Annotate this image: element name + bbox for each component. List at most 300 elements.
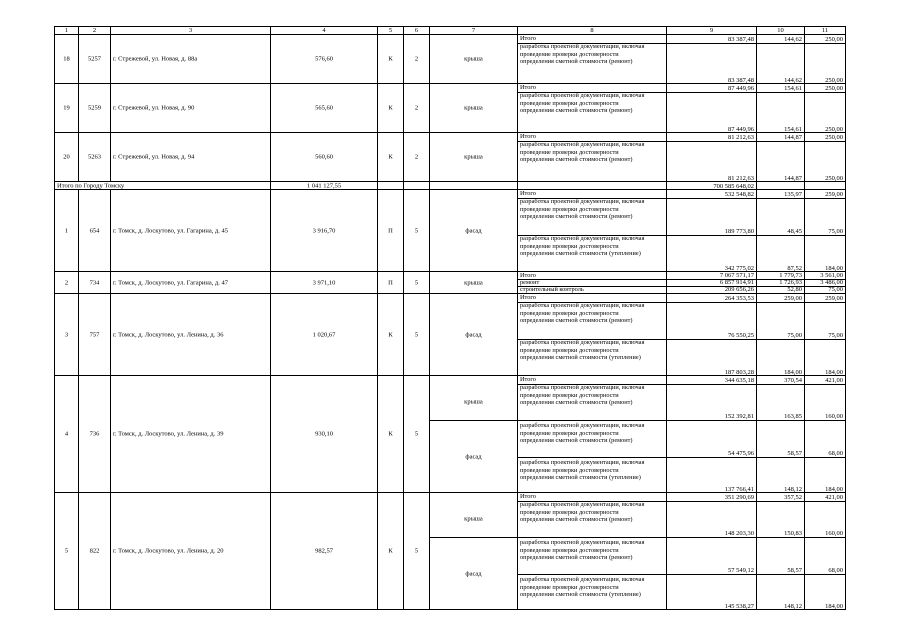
row-code-cell (78, 293, 110, 375)
description-line: проведение проверки достоверности (520, 546, 619, 554)
value: 76 550,25 (728, 332, 754, 339)
address-cell (110, 34, 270, 83)
floors: 2 (414, 104, 419, 112)
area-cell (270, 132, 377, 181)
value: 75,00 (787, 332, 802, 339)
cell-divider (757, 537, 804, 538)
stroy-label: строительный контроль (520, 286, 584, 293)
floors: 2 (414, 55, 419, 63)
value: 250,00 (825, 134, 843, 141)
row-number: 5 (64, 547, 69, 555)
total-sum: 700 585 648,02 (713, 183, 754, 190)
cell-divider (757, 384, 804, 385)
description-line: проведение проверки достоверности (520, 583, 619, 591)
cell-divider (805, 235, 845, 236)
cell-divider (805, 302, 845, 303)
value-cell (804, 189, 846, 271)
value: 184,00 (825, 603, 843, 610)
area-cell (270, 492, 377, 609)
header-label: 6 (414, 27, 419, 34)
cell-divider (805, 279, 845, 280)
floors-cell (403, 492, 429, 609)
cell-divider (757, 235, 804, 236)
work-type: крыша (464, 153, 483, 161)
value: 144,87 (784, 175, 802, 182)
area-cell (270, 189, 377, 271)
row-code: 822 (89, 547, 100, 555)
address-cell (110, 189, 270, 271)
table-row (54, 492, 846, 609)
value: 344 635,18 (724, 377, 754, 384)
value: 7 067 571,17 (719, 272, 754, 279)
floors: 2 (414, 153, 419, 161)
material-cell (377, 189, 403, 271)
description-line: определения сметной стоимости (утепление) (520, 250, 641, 258)
value: 184,00 (825, 369, 843, 376)
material-cell (377, 83, 403, 132)
material-cell (377, 271, 403, 293)
row-number-cell (54, 271, 78, 293)
value: 3 561,00 (820, 272, 843, 279)
total-row (54, 181, 846, 189)
cell-divider (805, 384, 845, 385)
description-line: разработка проектной документации, включая (520, 198, 645, 205)
cell-divider (518, 574, 666, 575)
address-cell (110, 132, 270, 181)
description-line: проведение проверки достоверности (520, 508, 619, 516)
cell-divider (667, 279, 756, 280)
table-row (54, 132, 846, 181)
row-code-cell (78, 189, 110, 271)
floors-cell (403, 132, 429, 181)
row-number-cell (54, 189, 78, 271)
row-number-cell (54, 492, 78, 609)
material: К (388, 430, 393, 438)
row-number: 4 (64, 430, 69, 438)
value: 250,00 (825, 175, 843, 182)
cell-divider (667, 457, 756, 458)
itogo-label: Итого (520, 493, 536, 500)
material-cell (377, 492, 403, 609)
value: 532 548,82 (724, 191, 754, 198)
value-cell (756, 34, 804, 83)
value-cell (666, 492, 756, 609)
table-header (54, 26, 846, 34)
cell-divider (757, 457, 804, 458)
address: г. Стрежевой, ул. Новая, д. 94 (113, 153, 195, 161)
description-cell (517, 375, 666, 492)
description-line: определения сметной стоимости (ремонт) (520, 554, 633, 562)
value: 163,85 (784, 413, 802, 420)
floors: 5 (414, 278, 419, 286)
total-area: 1 041 127,55 (306, 181, 342, 189)
value-cell (804, 132, 846, 181)
work-type: фасад (465, 330, 482, 338)
floors: 5 (414, 547, 419, 555)
material: П (388, 278, 393, 286)
table-row (54, 271, 846, 293)
work-type: фасад (465, 569, 482, 577)
material-cell (377, 293, 403, 375)
description-line: проведение проверки достоверности (520, 429, 619, 437)
table-row (54, 375, 846, 492)
description-line: определения сметной стоимости (ремонт) (520, 58, 633, 66)
area: 1 020,67 (312, 330, 336, 338)
value: 259,00 (825, 295, 843, 302)
header-cell (54, 26, 78, 34)
empty-cell (403, 181, 429, 189)
description-cell (517, 492, 666, 609)
header-label: 5 (388, 27, 393, 34)
total-label: Итого по Городу Томску (57, 181, 125, 189)
row-code-cell (78, 83, 110, 132)
material-cell (377, 375, 403, 492)
floors-cell (403, 34, 429, 83)
material: П (388, 226, 393, 234)
row-code-cell (78, 375, 110, 492)
cell-divider (757, 420, 804, 421)
cell-divider (667, 198, 756, 199)
header-cell (377, 26, 403, 34)
cell-divider (805, 501, 845, 502)
header-label: 2 (92, 27, 97, 34)
total-area-cell (270, 181, 377, 189)
value: 250,00 (825, 85, 843, 92)
row-number: 20 (63, 153, 70, 161)
value: 342 775,02 (724, 265, 754, 272)
area: 930,10 (315, 430, 333, 438)
row-code: 5263 (88, 153, 101, 161)
cell-divider (667, 286, 756, 287)
description-line: разработка проектной документации, включая (520, 43, 645, 50)
cell-divider (757, 501, 804, 502)
value: 81 212,63 (728, 175, 754, 182)
value-cell (666, 132, 756, 181)
row-number: 19 (63, 104, 70, 112)
area: 565,60 (315, 104, 333, 112)
header-cell (756, 26, 804, 34)
address: г. Томск, д. Лоскутово, ул. Ленина, д. 20 (113, 547, 224, 555)
empty-cell (804, 181, 846, 189)
area: 3 916,70 (312, 226, 336, 234)
header-cell (517, 26, 666, 34)
value: 87 449,96 (728, 85, 754, 92)
value: 1 779,73 (779, 272, 802, 279)
value: 3 486,00 (820, 279, 843, 286)
area-cell (270, 271, 377, 293)
value-cell (804, 492, 846, 609)
work-cell (429, 83, 517, 132)
table-row (54, 189, 846, 271)
value: 68,00 (828, 450, 843, 457)
cell-divider (757, 43, 804, 44)
cell-divider (805, 92, 845, 93)
row-code: 736 (89, 430, 100, 438)
cell-divider (667, 384, 756, 385)
value: 189 773,80 (724, 228, 754, 235)
value: 351 290,69 (724, 494, 754, 501)
header-cell (429, 26, 517, 34)
value: 370,54 (784, 377, 802, 384)
budget-table (54, 26, 846, 610)
address-cell (110, 293, 270, 375)
cell-divider (518, 537, 666, 538)
value: 357,52 (784, 494, 802, 501)
cell-divider (667, 339, 756, 340)
work-type: крыша (464, 55, 483, 63)
value-cell (666, 293, 756, 375)
cell-divider (757, 302, 804, 303)
value: 148,12 (784, 486, 802, 493)
address: г. Стрежевой, ул. Новая, д. 88а (113, 55, 198, 63)
row-code: 5257 (88, 55, 101, 63)
value: 87,52 (787, 265, 802, 272)
cell-divider (667, 537, 756, 538)
work-cell (429, 34, 517, 83)
value: 184,00 (784, 369, 802, 376)
itogo-label: Итого (520, 84, 536, 91)
empty-cell (377, 181, 403, 189)
description-cell (517, 293, 666, 375)
description-line: разработка проектной документации, включая (520, 302, 645, 309)
value: 81 212,63 (728, 134, 754, 141)
value-cell (756, 293, 804, 375)
floors: 5 (414, 226, 419, 234)
cell-divider (757, 286, 804, 287)
header-cell (110, 26, 270, 34)
value-cell (804, 34, 846, 83)
cell-divider (667, 420, 756, 421)
value: 58,57 (787, 567, 802, 574)
value: 148,12 (784, 603, 802, 610)
value: 184,00 (825, 265, 843, 272)
row-code-cell (78, 132, 110, 181)
value: 259,00 (825, 191, 843, 198)
description-line: определения сметной стоимости (ремонт) (520, 213, 633, 221)
material: К (388, 153, 393, 161)
value: 160,00 (825, 413, 843, 420)
empty-cell (517, 181, 666, 189)
description-line: проведение проверки достоверности (520, 242, 619, 250)
cell-divider (518, 420, 666, 421)
cell-divider (667, 574, 756, 575)
value-cell (756, 492, 804, 609)
description-line: проведение проверки достоверности (520, 466, 619, 474)
address-cell (110, 271, 270, 293)
cell-divider (757, 141, 804, 142)
value-cell (666, 375, 756, 492)
work-cell (429, 492, 517, 609)
itogo-label: Итого (520, 272, 536, 279)
value-cell (666, 34, 756, 83)
itogo-label: Итого (520, 133, 536, 140)
cell-divider (430, 537, 517, 538)
description-line: проведение проверки достоверности (520, 309, 619, 317)
value-cell (756, 271, 804, 293)
remont-label: ремонт (520, 279, 540, 286)
area-cell (270, 293, 377, 375)
row-number-cell (54, 83, 78, 132)
description-line: разработка проектной документации, включая (520, 459, 645, 466)
row-code: 757 (89, 330, 100, 338)
value-cell (804, 271, 846, 293)
cell-divider (757, 574, 804, 575)
header-cell (78, 26, 110, 34)
value: 421,00 (825, 377, 843, 384)
work-type: крыша (464, 515, 483, 523)
floors: 5 (414, 430, 419, 438)
description-line: разработка проектной документации, включая (520, 339, 645, 346)
value: 264 353,53 (724, 295, 754, 302)
value: 58,57 (787, 450, 802, 457)
address: г. Томск, д. Лоскутово, ул. Гагарина, д. 45 (113, 226, 229, 234)
work-cell (429, 132, 517, 181)
cell-divider (805, 286, 845, 287)
description-line: проведение проверки достоверности (520, 50, 619, 58)
area: 576,60 (315, 55, 333, 63)
cell-divider (805, 457, 845, 458)
description-cell (517, 189, 666, 271)
description-line: проведение проверки достоверности (520, 205, 619, 213)
description-line: проведение проверки достоверности (520, 148, 619, 156)
row-code-cell (78, 492, 110, 609)
cell-divider (667, 43, 756, 44)
material-cell (377, 34, 403, 83)
value: 6 857 914,91 (719, 279, 754, 286)
value-cell (756, 83, 804, 132)
table-bottom-border (54, 609, 846, 610)
value: 421,00 (825, 494, 843, 501)
description-line: определения сметной стоимости (ремонт) (520, 399, 633, 407)
total-label-cell (54, 181, 270, 189)
value: 250,00 (825, 77, 843, 84)
work-type: фасад (465, 452, 482, 460)
header-label: 3 (188, 27, 193, 34)
total-sum-cell (666, 181, 756, 189)
address: г. Томск, д. Лоскутово, ул. Ленина, д. 39 (113, 430, 224, 438)
cell-divider (430, 420, 517, 421)
value-cell (666, 271, 756, 293)
description-line: разработка проектной документации, включая (520, 422, 645, 429)
description-line: определения сметной стоимости (ремонт) (520, 516, 633, 524)
material: К (388, 55, 393, 63)
description-line: разработка проектной документации, включая (520, 141, 645, 148)
itogo-label: Итого (520, 294, 536, 301)
description-line: определения сметной стоимости (утепление) (520, 591, 641, 599)
work-cell (429, 293, 517, 375)
description-line: определения сметной стоимости (ремонт) (520, 107, 633, 115)
value: 148 203,30 (724, 530, 754, 537)
value-cell (666, 83, 756, 132)
description-line: разработка проектной документации, включая (520, 92, 645, 99)
work-cell (429, 375, 517, 492)
address: г. Стрежевой, ул. Новая, д. 90 (113, 104, 195, 112)
row-code-cell (78, 271, 110, 293)
header-label: 9 (709, 27, 714, 34)
row-number-cell (54, 375, 78, 492)
work-type: фасад (465, 226, 482, 234)
value: 160,00 (825, 530, 843, 537)
address-cell (110, 492, 270, 609)
cell-divider (518, 279, 666, 280)
cell-divider (805, 574, 845, 575)
cell-divider (667, 501, 756, 502)
itogo-label: Итого (520, 376, 536, 383)
header-label: 8 (590, 27, 594, 34)
value: 187 803,28 (724, 369, 754, 376)
value: 144,87 (784, 134, 802, 141)
cell-divider (757, 339, 804, 340)
value: 154,61 (784, 126, 802, 133)
work-type: крыша (464, 278, 483, 286)
value-cell (804, 293, 846, 375)
area: 560,60 (315, 153, 333, 161)
description-cell (517, 132, 666, 181)
table-row (54, 83, 846, 132)
header-cell (666, 26, 756, 34)
work-cell (429, 189, 517, 271)
cell-divider (805, 43, 845, 44)
row-code: 734 (89, 278, 100, 286)
description-line: проведение проверки достоверности (520, 391, 619, 399)
row-number: 18 (63, 55, 70, 63)
work-cell (429, 271, 517, 293)
cell-divider (667, 92, 756, 93)
value: 135,97 (784, 191, 802, 198)
header-label: 10 (777, 27, 784, 34)
value: 209 656,26 (724, 286, 754, 293)
cell-divider (667, 235, 756, 236)
description-line: проведение проверки достоверности (520, 99, 619, 107)
value: 57 549,12 (728, 567, 754, 574)
value: 75,00 (828, 286, 843, 293)
cell-divider (667, 141, 756, 142)
address-cell (110, 375, 270, 492)
value: 152 392,81 (724, 413, 754, 420)
header-cell (270, 26, 377, 34)
value: 48,45 (787, 228, 802, 235)
value-cell (756, 132, 804, 181)
value-cell (804, 375, 846, 492)
row-number: 2 (64, 278, 69, 286)
row-number-cell (54, 293, 78, 375)
itogo-label: Итого (520, 190, 536, 197)
description-line: определения сметной стоимости (ремонт) (520, 317, 633, 325)
description-line: разработка проектной документации, включая (520, 539, 645, 546)
area: 982,57 (315, 547, 333, 555)
value: 144,62 (784, 77, 802, 84)
cell-divider (805, 141, 845, 142)
area-cell (270, 34, 377, 83)
header-cell (403, 26, 429, 34)
description-cell (517, 83, 666, 132)
material: К (388, 547, 393, 555)
description-cell (517, 271, 666, 293)
value: 250,00 (825, 126, 843, 133)
cell-divider (757, 279, 804, 280)
value: 87 449,96 (728, 126, 754, 133)
row-number-cell (54, 132, 78, 181)
value: 75,00 (828, 332, 843, 339)
floors-cell (403, 293, 429, 375)
header-cell (804, 26, 846, 34)
address: г. Томск, д. Лоскутово, ул. Гагарина, д. 47 (113, 278, 229, 286)
row-code: 5259 (88, 104, 101, 112)
table-row (54, 34, 846, 83)
description-line: разработка проектной документации, включая (520, 576, 645, 583)
value: 75,00 (828, 228, 843, 235)
material: К (388, 104, 393, 112)
